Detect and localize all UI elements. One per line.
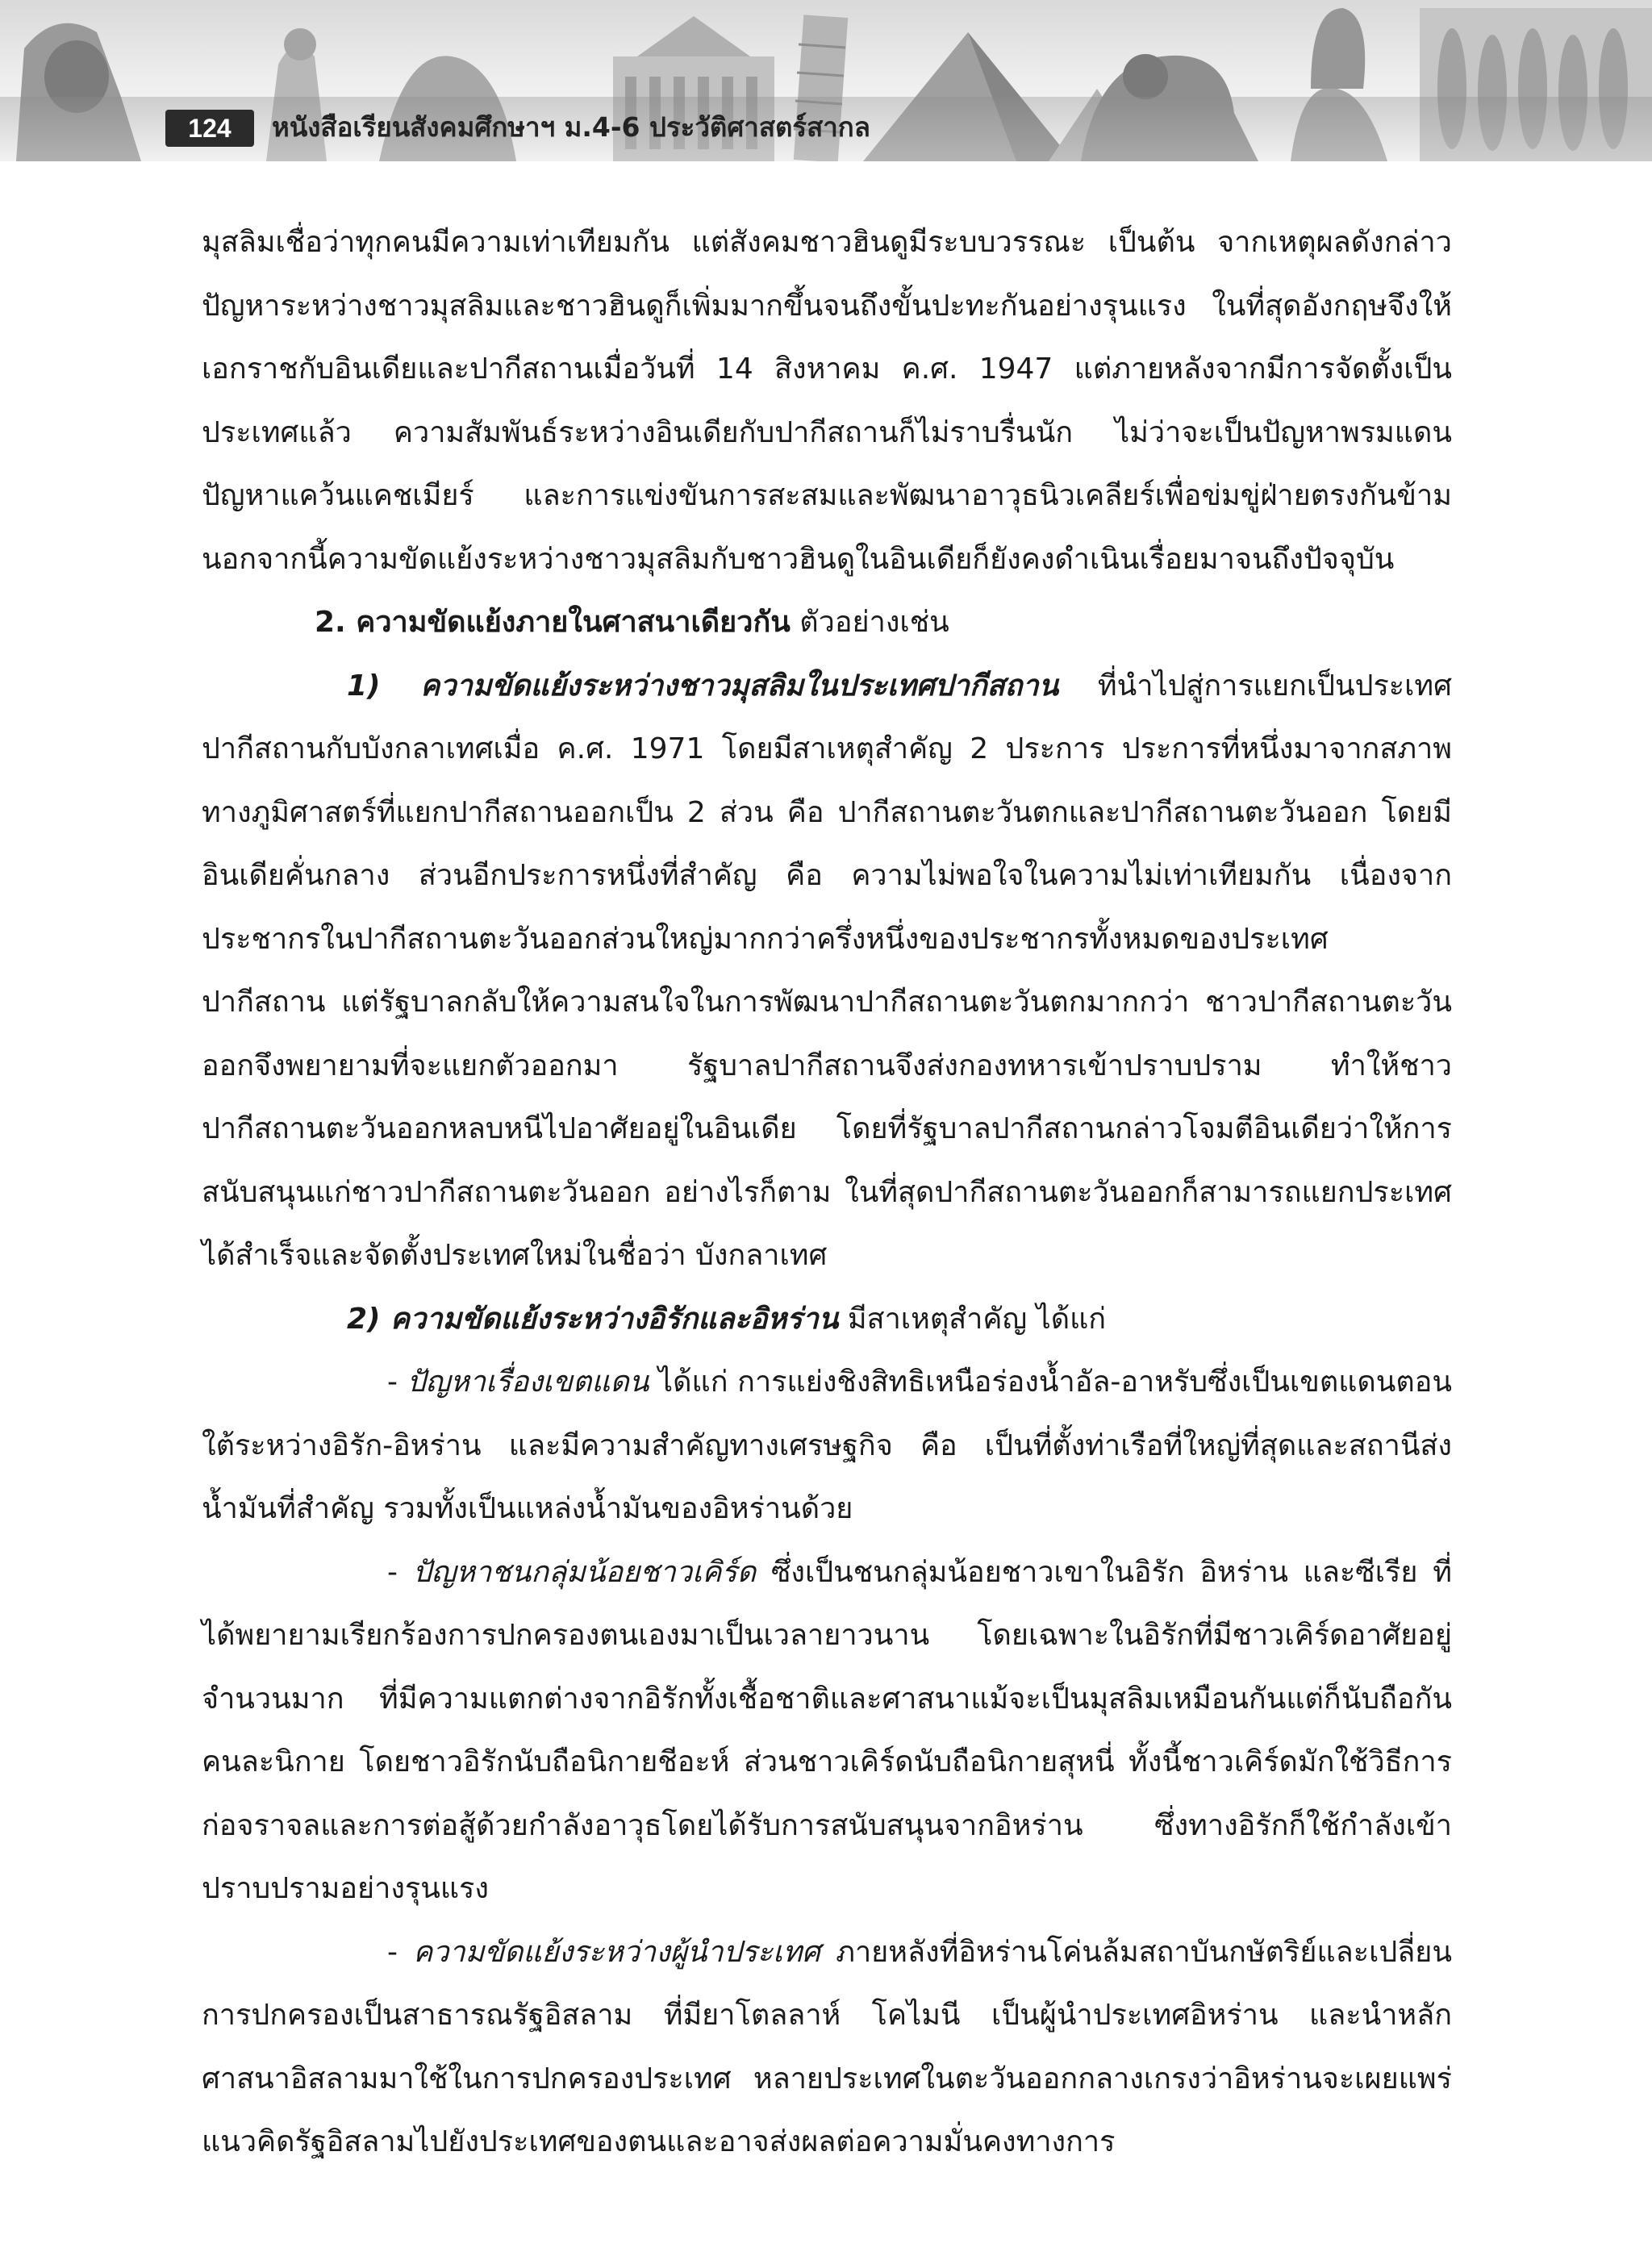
paragraph-pakistan <box>202 655 1452 1288</box>
page-body <box>202 211 1452 2175</box>
bullet-leaders-conflict <box>202 1921 1452 2175</box>
bullet-text: ภายหลังที่อิหร่านโค่นล้มสถาบันกษัตริย์และเปลี่ยนการปกครองเป็นสาธารณรัฐอิสลาม ที่มียาโตลลาห์ โคไมนี เป็นผู้นำประเทศอิหร่าน และนำหลักศาสนาอิสลามมาใช้ในการปกครองประเทศ หลายประเทศในตะวันออกกลางเกรงว่าอิหร่านจะเผยแพร่แนวคิดรัฐอิสลามไปยังประเทศของตนและอาจส่งผลต่อความมั่นคงทางการ <box>202 1935 1452 2158</box>
subsection-iraq-iran-line <box>202 1288 1452 1352</box>
bullet-title: ปัญหาเรื่องเขตแดน <box>407 1366 649 1399</box>
section-heading: 2. ความขัดแย้งภายในศาสนาเดียวกัน <box>315 606 791 639</box>
paragraph-intro: มุสลิมเชื่อว่าทุกคนมีความเท่าเทียมกัน แต่สังคมชาวฮินดูมีระบบวรรณะ เป็นต้น จากเหตุผลดังกล่าวปัญหาระหว่างชาวมุสลิมและชาวฮินดูก็เพิ่มมากขึ้นจนถึงขั้นปะทะกันอย่างรุนแรง ในที่สุดอังกฤษจึงให้เอกราชกับอินเดียและปากีสถานเมื่อวันที่ 14 สิงหาคม ค.ศ. 1947 แต่ภายหลังจากมีการจัดตั้งเป็นประเทศแล้ว ความสัมพันธ์ระหว่างอินเดียกับปากีสถานก็ไม่ราบรื่นนัก ไม่ว่าจะเป็นปัญหาพรมแดน ปัญหาแคว้นแคชเมียร์ และการแข่งขันการสะสมและพัฒนาอาวุธนิวเคลียร์เพื่อข่มขู่ฝ่ายตรงกันข้าม นอกจากนี้ความขัดแย้งระหว่างชาวมุสลิมกับชาวฮินดูในอินเดียก็ยังคงดำเนินเรื่อยมาจนถึงปัจจุบัน <box>202 226 1452 576</box>
bullet-kurdish-minority <box>202 1541 1452 1921</box>
bullet-text: ได้แก่ การแย่งชิงสิทธิเหนือร่องน้ำอัล-อาหรับซึ่งเป็นเขตแดนตอนใต้ระหว่างอิรัก-อิหร่าน และมีความสำคัญทางเศรษฐกิจ คือ เป็นที่ตั้งท่าเรือที่ใหญ่ที่สุดและสถานีส่งน้ำมันที่สำคัญ รวมทั้งเป็นแหล่งน้ำมันของอิหร่านด้วย <box>202 1366 1452 1525</box>
running-header <box>165 106 1553 148</box>
section-heading-tail: ตัวอย่างเช่น <box>790 606 949 639</box>
header-banner <box>0 0 1652 161</box>
subsection-heading-tail: มีสาเหตุสำคัญ ได้แก่ <box>838 1302 1107 1336</box>
subsection-heading: 2) ความขัดแย้งระหว่างอิรักและอิหร่าน <box>347 1302 839 1336</box>
section-2-heading-line <box>202 591 1452 655</box>
bullet-border-issue <box>202 1351 1452 1541</box>
bullet-text: ซึ่งเป็นชนกลุ่มน้อยชาวเขาในอิรัก อิหร่าน และซีเรีย ที่ได้พยายามเรียกร้องการปกครองตนเองมาเป็นเวลายาวนาน โดยเฉพาะในอิรักที่มีชาวเคิร์ดอาศัยอยู่จำนวนมาก ที่มีความแตกต่างจากอิรักทั้งเชื้อชาติและศาสนาแม้จะเป็นมุสลิมเหมือนกันแต่ก็นับถือกันคนละนิกาย โดยชาวอิรักนับถือนิกายชีอะห์ ส่วนชาวเคิร์ดนับถือนิกายสุหนี่ ทั้งนี้ชาวเคิร์ดมักใช้วิธีการก่อจราจลและการต่อสู้ด้วยกำลังอาวุธโดยได้รับการสนับสนุนจากอิหร่าน ซึ่งทางอิรักก็ใช้กำลังเข้าปราบปรามอย่างรุนแรง <box>202 1555 1452 1905</box>
book-title: หนังสือเรียนสังคมศึกษาฯ ม.4-6 ประวัติศาสตร์สากล <box>272 111 871 143</box>
bullet-dash: - <box>387 1555 413 1589</box>
page-number: 124 <box>165 110 254 147</box>
bullet-dash: - <box>387 1935 414 1969</box>
paragraph-text: ที่นำไปสู่การแยกเป็นประเทศปากีสถานกับบังกลาเทศเมื่อ ค.ศ. 1971 โดยมีสาเหตุสำคัญ 2 ประการ ประการที่หนึ่งมาจากสภาพทางภูมิศาสตร์ที่แยกปากีสถานออกเป็น 2 ส่วน คือ ปากีสถานตะวันตกและปากีสถานตะวันออก โดยมีอินเดียคั่นกลาง ส่วนอีกประการหนึ่งที่สำคัญ คือ ความไม่พอใจในความไม่เท่าเทียมกัน เนื่องจากประชากรในปากีสถานตะวันออกส่วนใหญ่มากกว่าครึ่งหนึ่งของประชากรทั้งหมดของประเทศปากีสถาน แต่รัฐบาลกลับให้ความสนใจในการพัฒนาปากีสถานตะวันตกมากกว่า ชาวปากีสถานตะวันออกจึงพยายามที่จะแยกตัวออกมา รัฐบาลปากีสถานจึงส่งกองทหารเข้าปราบปราม ทำให้ชาวปากีสถานตะวันออกหลบหนีไปอาศัยอยู่ในอินเดีย โดยที่รัฐบาลปากีสถานกล่าวโจมตีอินเดียว่าให้การสนับสนุนแก่ชาวปากีสถานตะวันออก อย่างไรก็ตาม ในที่สุดปากีสถานตะวันออกก็สามารถแยกประเทศได้สำเร็จและจัดตั้งประเทศใหม่ในชื่อว่า บังกลาเทศ <box>202 669 1453 1272</box>
bullet-dash: - <box>387 1366 407 1399</box>
subsection-heading: 1) ความขัดแย้งระหว่างชาวมุสลิมในประเทศปากีสถาน <box>347 669 1059 703</box>
bullet-title: ปัญหาชนกลุ่มน้อยชาวเคิร์ด <box>412 1555 757 1589</box>
bullet-title: ความขัดแย้งระหว่างผู้นำประเทศ <box>413 1935 821 1969</box>
